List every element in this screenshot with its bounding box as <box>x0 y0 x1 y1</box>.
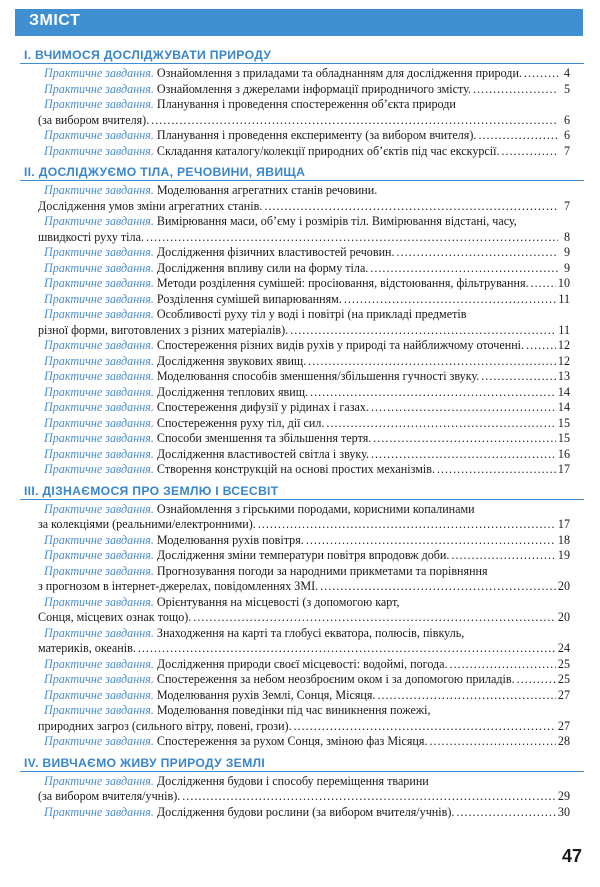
toc-entry[interactable] <box>0 385 600 401</box>
entry-page-number: 7 <box>563 198 570 213</box>
task-label: Практичне завдання. <box>44 338 154 352</box>
entry-page-number: 6 <box>563 128 570 142</box>
dot-leader <box>308 354 556 370</box>
task-label: Практичне завдання. <box>44 66 154 80</box>
toc-entry-line <box>44 533 570 549</box>
dot-leader <box>294 719 556 735</box>
contents-header-bar <box>15 9 583 36</box>
toc-entry[interactable] <box>0 276 600 292</box>
entry-page-number: 20 <box>557 610 570 624</box>
toc-entry-line <box>38 610 570 626</box>
task-label: Практичне завдання. <box>44 183 154 197</box>
entry-text: Дослідження впливу сили на форму тіла. <box>156 260 369 275</box>
task-label: Практичне завдання. <box>44 773 154 788</box>
dot-leader <box>258 517 556 533</box>
dot-leader <box>517 672 556 688</box>
task-label: Практичне завдання. <box>44 353 154 368</box>
entry-page-number: 15 <box>557 431 570 445</box>
toc-entry-line <box>44 354 570 370</box>
dot-leader <box>373 431 556 447</box>
dot-leader <box>193 610 556 626</box>
entry-text: Дослідження природи своєї місцевості: водоймі, погода. <box>156 656 448 671</box>
toc-entry[interactable] <box>0 703 600 734</box>
toc-entry-line <box>44 734 570 750</box>
dot-leader <box>473 82 558 98</box>
dot-leader <box>344 292 556 308</box>
task-label: Практичне завдання. <box>44 446 154 461</box>
task-label: Практичне завдання. <box>44 703 154 717</box>
task-label: Практичне завдання. <box>44 532 154 547</box>
toc-entry-line <box>44 369 570 385</box>
toc-entry[interactable] <box>0 564 600 595</box>
dot-leader <box>370 261 558 277</box>
entry-page-number: 15 <box>557 415 570 430</box>
toc-entry-line <box>38 789 570 805</box>
section-divider <box>20 771 584 772</box>
entry-page-number: 25 <box>557 672 570 686</box>
entry-page-number: 20 <box>557 579 570 593</box>
toc-entry[interactable] <box>0 261 600 277</box>
dot-leader <box>138 641 556 657</box>
task-label: Практичне завдання. <box>44 369 154 383</box>
entry-page-number: 12 <box>557 338 570 352</box>
entry-text: Сонця, місцевих ознак тощо). <box>38 610 192 624</box>
task-label: Практичне завдання. <box>44 260 154 275</box>
entry-page-number: 9 <box>563 260 570 275</box>
toc-entry-line <box>44 447 570 463</box>
toc-entry-line <box>44 462 570 478</box>
task-label: Практичне завдання. <box>44 625 154 640</box>
entry-text: з прогнозом в інтернет-джерелах, повідомленнях ЗМІ. <box>38 579 319 593</box>
dot-leader <box>531 276 556 292</box>
task-label: Практичне завдання. <box>44 734 154 748</box>
toc-entry[interactable] <box>0 462 600 478</box>
dot-leader <box>146 230 558 246</box>
entry-page-number: 27 <box>557 687 570 702</box>
entry-page-number: 28 <box>557 734 570 748</box>
toc-entry[interactable] <box>0 626 600 657</box>
task-label: Практичне завдання. <box>44 276 154 290</box>
entry-text: Ознайомлення з гірськими породами, корисними копалинами <box>156 501 475 516</box>
toc-entry-line <box>44 66 570 82</box>
dot-leader <box>264 199 558 215</box>
dot-leader <box>371 447 556 463</box>
entry-text: Знаходження на карті та глобусі екватора, полюсів, півкуль, <box>156 625 465 640</box>
toc-entry-line <box>44 214 570 230</box>
dot-leader <box>524 66 558 82</box>
toc-entry-line <box>44 688 570 704</box>
entry-text: Спостереження за небом неозброєним оком і за допомогою приладів. <box>156 672 515 686</box>
entry-text: Прогнозування погоди за народними прикметами та порівняння <box>156 563 488 578</box>
entry-text: Дослідження властивостей світла і звуку. <box>156 446 369 461</box>
entry-page-number: 11 <box>558 291 570 306</box>
toc-entry[interactable] <box>0 66 600 82</box>
entry-text: Ознайомлення з джерелами інформації природничого змісту. <box>156 81 471 96</box>
entry-text: Планування і проведення спостереження об’єкта природи <box>156 97 456 111</box>
toc-entry-line <box>44 548 570 564</box>
dot-leader <box>437 462 556 478</box>
section-title: II. ДОСЛІДЖУЄМО ТІЛА, РЕЧОВИНИ, ЯВИЩА <box>24 165 306 179</box>
entry-text: за колекціями (реальними/електронними). <box>38 517 256 531</box>
section-divider <box>20 63 584 64</box>
dot-leader <box>397 245 558 261</box>
toc-entry-line <box>44 128 570 144</box>
entry-text: Дослідження зміни температури повітря впродовж доби. <box>156 548 450 562</box>
toc-entry[interactable] <box>0 144 600 160</box>
dot-leader <box>429 734 555 750</box>
dot-leader <box>478 128 558 144</box>
contents-title: ЗМІСТ <box>29 12 81 29</box>
task-label: Практичне завдання. <box>44 804 154 819</box>
entry-text: швидкості руху тіла. <box>38 229 144 244</box>
entry-page-number: 14 <box>557 384 570 399</box>
dot-leader <box>320 579 556 595</box>
entry-text: Дослідження умов зміни агрегатних станів. <box>38 198 263 213</box>
dot-leader <box>290 323 556 339</box>
entry-text: Дослідження будови і способу переміщення тварини <box>156 773 429 788</box>
toc-entry-line <box>38 323 570 339</box>
toc-entry-line <box>44 385 570 401</box>
toc-entry[interactable] <box>0 292 600 308</box>
task-label: Практичне завдання. <box>44 307 154 321</box>
entry-page-number: 14 <box>557 400 570 414</box>
entry-page-number: 9 <box>563 245 570 259</box>
toc-entry-line <box>44 261 570 277</box>
toc-entry-line <box>44 564 570 580</box>
dot-leader <box>526 338 556 354</box>
toc-entry-line <box>44 805 570 821</box>
entry-page-number: 7 <box>563 143 570 158</box>
entry-page-number: 17 <box>557 462 570 476</box>
entry-text: Дослідження фізичних властивостей речовин. <box>156 245 395 259</box>
toc-entry-line <box>44 183 570 199</box>
entry-page-number: 24 <box>557 641 570 655</box>
toc-entry-line <box>44 595 570 611</box>
dot-leader <box>456 805 556 821</box>
task-label: Практичне завдання. <box>44 563 154 578</box>
entry-page-number: 19 <box>557 548 570 562</box>
toc-entry-line <box>38 199 570 215</box>
toc-entry-line <box>44 97 570 113</box>
section-title: III. ДІЗНАЄМОСЯ ПРО ЗЕМЛЮ І ВСЕСВІТ <box>24 483 279 498</box>
dot-leader <box>450 657 556 673</box>
entry-text: Створення конструкцій на основі простих механізмів. <box>156 462 435 476</box>
entry-page-number: 27 <box>557 718 570 733</box>
toc-entry[interactable] <box>0 502 600 533</box>
task-label: Практичне завдання. <box>44 400 154 414</box>
task-label: Практичне завдання. <box>44 594 154 609</box>
entry-page-number: 6 <box>563 112 570 127</box>
toc-entry[interactable] <box>0 672 600 688</box>
entry-page-number: 4 <box>563 66 570 80</box>
toc-entry[interactable] <box>0 400 600 416</box>
toc-entry[interactable] <box>0 307 600 338</box>
toc-entry-line <box>44 657 570 673</box>
task-label: Практичне завдання. <box>44 501 154 516</box>
toc-section <box>0 484 600 750</box>
entry-text: Способи зменшення та збільшення тертя. <box>156 431 372 445</box>
entry-text: Орієнтування на місцевості (з допомогою карт, <box>156 594 400 609</box>
toc-entry[interactable] <box>0 97 600 128</box>
entry-text: (за вибором вчителя/учнів). <box>38 789 181 803</box>
toc-entry-line <box>44 292 570 308</box>
toc-entry[interactable] <box>0 447 600 463</box>
entry-page-number: 13 <box>557 369 570 383</box>
task-label: Практичне завдання. <box>44 415 154 430</box>
entry-text: Ознайомлення з приладами та обладнанням для дослідження природи. <box>156 66 522 80</box>
toc-entry-line <box>44 672 570 688</box>
toc-entry[interactable] <box>0 416 600 432</box>
toc-entry[interactable] <box>0 245 600 261</box>
toc-entry[interactable] <box>0 805 600 821</box>
toc-entry-line <box>44 144 570 160</box>
toc-entry[interactable] <box>0 431 600 447</box>
entry-text: (за вибором вчителя). <box>38 112 150 127</box>
section-title: I. ВЧИМОСЯ ДОСЛІДЖУВАТИ ПРИРОДУ <box>24 48 272 62</box>
toc-entry[interactable] <box>0 548 600 564</box>
toc-entry-line <box>44 245 570 261</box>
task-label: Практичне завдання. <box>44 656 154 671</box>
entry-text: Дослідження будови рослини (за вибором вчителя/учнів). <box>156 804 455 819</box>
toc-entry[interactable] <box>0 369 600 385</box>
toc-entry-line <box>44 400 570 416</box>
toc-entry[interactable] <box>0 734 600 750</box>
dot-leader <box>377 688 555 704</box>
toc-entry[interactable] <box>0 657 600 673</box>
toc-section <box>0 756 600 821</box>
entry-text: Дослідження теплових явищ. <box>156 384 309 399</box>
task-label: Практичне завдання. <box>44 291 154 306</box>
entry-page-number: 16 <box>557 446 570 461</box>
entry-text: Моделювання рухів Землі, Сонця, Місяця. <box>156 687 376 702</box>
task-label: Практичне завдання. <box>44 384 154 399</box>
task-label: Практичне завдання. <box>44 431 154 445</box>
entry-text: Спостереження різних видів рухів у природі та найближчому оточенні. <box>156 338 525 352</box>
toc-entry-line <box>38 517 570 533</box>
page-number: 47 <box>561 846 582 866</box>
toc-entry-line <box>44 307 570 323</box>
entry-text: Вимірювання маси, об’єму і розмірів тіл. Вимірювання відстані, часу, <box>156 214 517 228</box>
task-label: Практичне завдання. <box>44 245 154 259</box>
entry-text: Складання каталогу/колекції природних об’єктів під час екскурсії. <box>156 143 500 158</box>
dot-leader <box>306 533 556 549</box>
toc-entry-line <box>44 626 570 642</box>
entry-text: Спостереження руху тіл, дії сил. <box>156 415 325 430</box>
toc-section <box>0 48 600 159</box>
toc-entry-line <box>44 502 570 518</box>
task-label: Практичне завдання. <box>44 462 154 476</box>
dot-leader <box>502 144 558 160</box>
dot-leader <box>326 416 555 432</box>
task-label: Практичне завдання. <box>44 214 154 228</box>
toc-entry-line <box>44 703 570 719</box>
entry-page-number: 8 <box>563 229 570 244</box>
entry-text: різної форми, виготовлених з різних матеріалів). <box>38 322 289 337</box>
toc-entry-line <box>44 338 570 354</box>
toc-section <box>0 165 600 478</box>
toc-entry[interactable] <box>0 214 600 245</box>
toc-entry-line <box>44 431 570 447</box>
task-label: Практичне завдання. <box>44 128 154 142</box>
dot-leader <box>371 400 556 416</box>
section-divider <box>20 180 584 181</box>
task-label: Практичне завдання. <box>44 687 154 702</box>
toc-entry-line <box>44 774 570 790</box>
entry-text: материків, океанів. <box>38 641 136 655</box>
dot-leader <box>182 789 556 805</box>
task-label: Практичне завдання. <box>44 672 154 686</box>
toc-entry-line <box>38 579 570 595</box>
toc-entry[interactable] <box>0 595 600 626</box>
toc-entry[interactable] <box>0 688 600 704</box>
toc-entry-line <box>44 416 570 432</box>
entry-text: Моделювання способів зменшення/збільшення гучності звуку. <box>156 369 480 383</box>
toc-entry-line <box>38 230 570 246</box>
entry-page-number: 10 <box>557 276 570 290</box>
toc-entry[interactable] <box>0 774 600 805</box>
toc-entry-line <box>44 82 570 98</box>
task-label: Практичне завдання. <box>44 81 154 96</box>
task-label: Практичне завдання. <box>44 97 154 111</box>
entry-page-number: 17 <box>557 517 570 531</box>
dot-leader <box>451 548 555 564</box>
entry-text: Дослідження звукових явищ. <box>156 353 307 368</box>
toc-entry[interactable] <box>0 354 600 370</box>
section-title: IV. ВИВЧАЄМО ЖИВУ ПРИРОДУ ЗЕМЛІ <box>24 755 266 770</box>
toc-entry-line <box>38 719 570 735</box>
entry-page-number: 25 <box>557 656 570 671</box>
toc-entry[interactable] <box>0 128 600 144</box>
entry-text: Моделювання агрегатних станів речовини. <box>156 183 378 197</box>
toc-entry[interactable] <box>0 533 600 549</box>
table-of-contents <box>0 42 600 820</box>
toc-entry[interactable] <box>0 183 600 214</box>
entry-page-number: 30 <box>557 804 570 819</box>
entry-text: Планування і проведення експерименту (за вибором вчителя). <box>156 128 477 142</box>
entry-text: Особливості руху тіл у воді і повітрі (на прикладі предметів <box>156 307 467 321</box>
entry-page-number: 5 <box>563 81 570 96</box>
entry-text: природних загроз (сильного вітру, повені, грози). <box>38 718 292 733</box>
entry-page-number: 11 <box>558 322 570 337</box>
dot-leader <box>481 369 556 385</box>
toc-entry-line <box>38 113 570 129</box>
entry-text: Моделювання поведінки під час виникнення пожежі, <box>156 703 431 717</box>
entry-text: Спостереження дифузії у рідинах і газах. <box>156 400 369 414</box>
toc-entry-line <box>38 641 570 657</box>
toc-entry-line <box>44 276 570 292</box>
toc-entry[interactable] <box>0 338 600 354</box>
entry-text: Моделювання рухів повітря. <box>156 532 304 547</box>
entry-page-number: 12 <box>557 353 570 368</box>
entry-page-number: 18 <box>557 532 570 547</box>
task-label: Практичне завдання. <box>44 548 154 562</box>
task-label: Практичне завдання. <box>44 143 154 158</box>
entry-page-number: 29 <box>557 789 570 803</box>
toc-entry[interactable] <box>0 82 600 98</box>
entry-text: Спостереження за рухом Сонця, зміною фаз Місяця. <box>156 734 428 748</box>
entry-text: Розділення сумішей випарюванням. <box>156 291 342 306</box>
section-divider <box>20 499 584 500</box>
dot-leader <box>151 113 558 129</box>
entry-text: Методи розділення сумішей: просіювання, відстоювання, фільтрування. <box>156 276 529 290</box>
dot-leader <box>310 385 556 401</box>
